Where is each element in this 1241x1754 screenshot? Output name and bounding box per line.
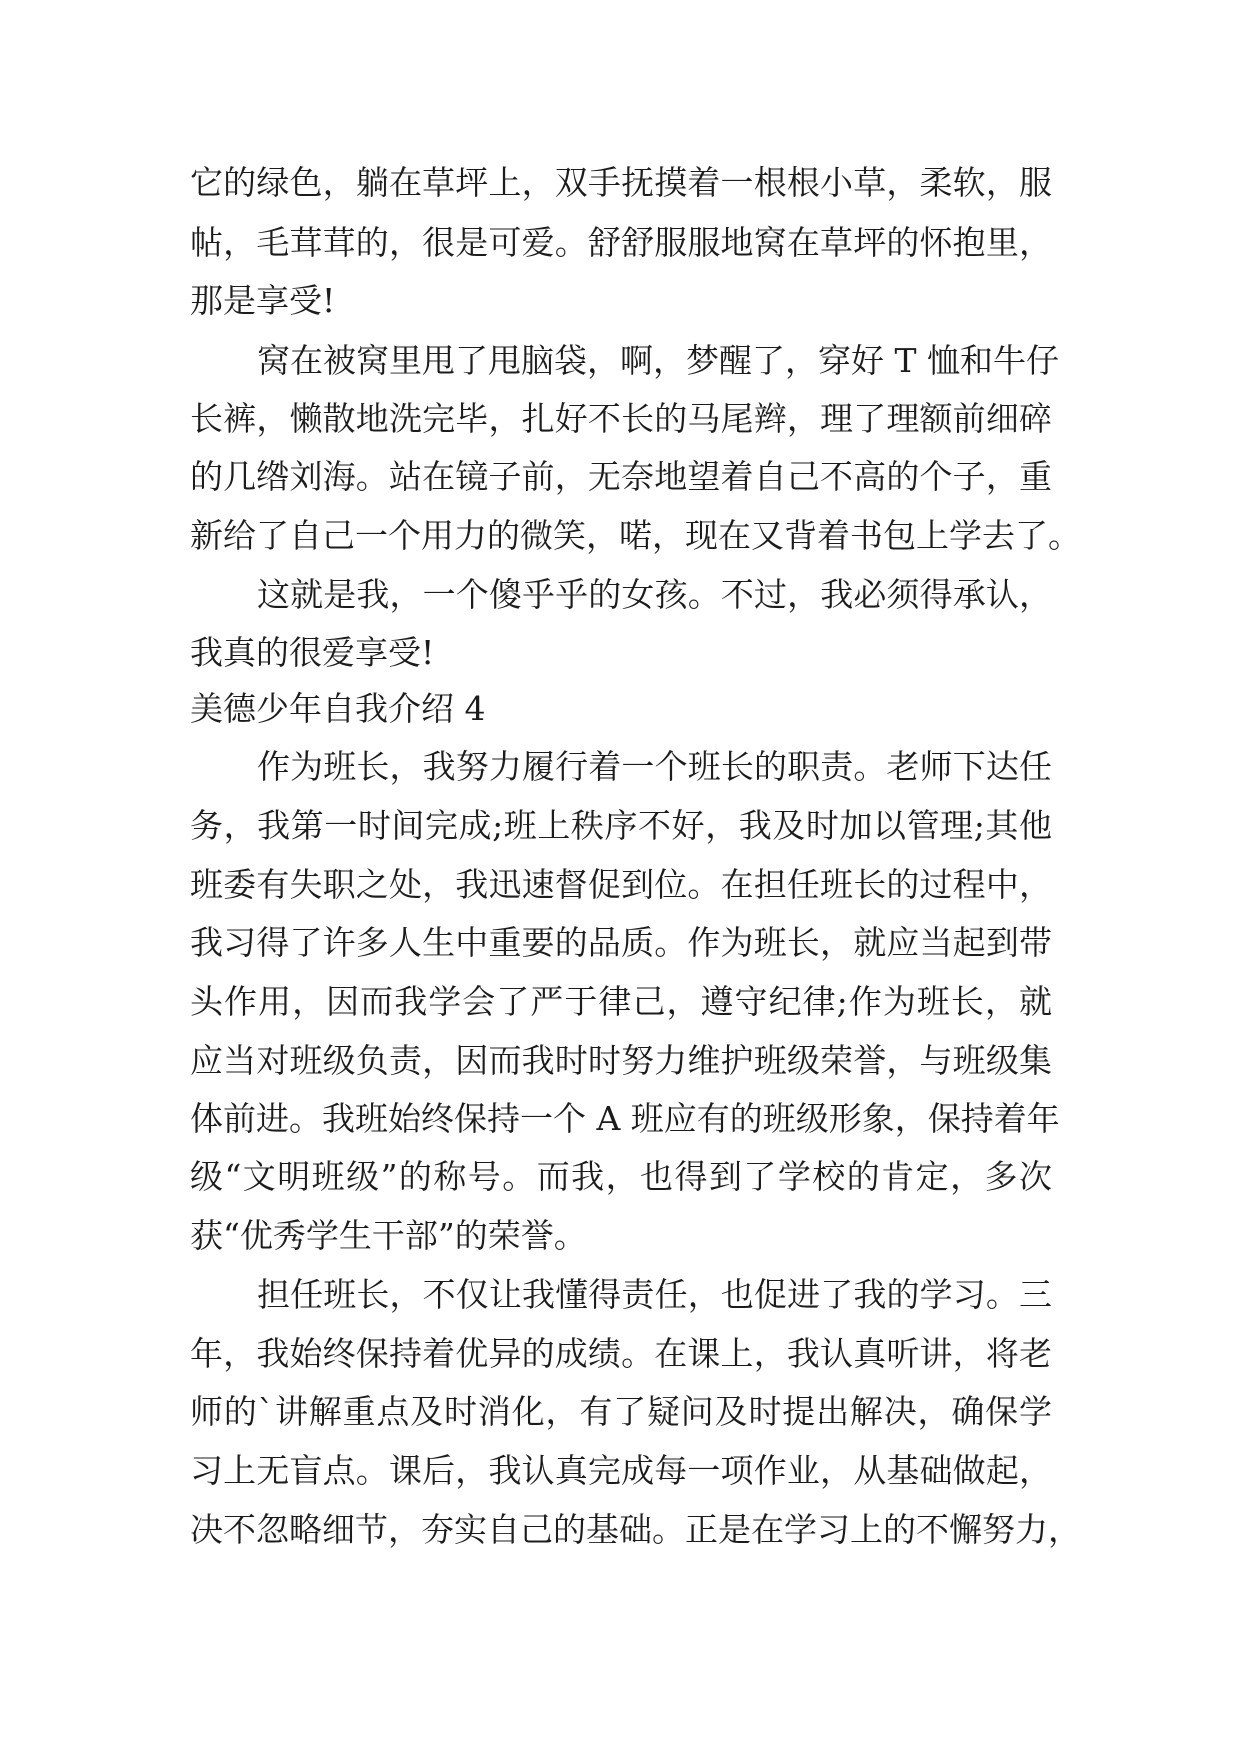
text-line: 作为班长，我努力履行着一个班长的职责。老师下达任	[257, 747, 1052, 786]
text-line: 级“文明班级”的称号。而我，也得到了学校的肯定，多次	[190, 1157, 1052, 1196]
text-line: 班委有失职之处，我迅速督促到位。在担任班长的过程中，	[190, 865, 1052, 904]
text-line: 我习得了许多人生中重要的品质。作为班长，就应当起到带	[190, 923, 1052, 962]
text-line: 的几绺刘海。站在镜子前，无奈地望着自己不高的个子，重	[190, 457, 1052, 496]
text-line: 应当对班级负责，因而我时时努力维护班级荣誉，与班级集	[190, 1041, 1052, 1080]
text-line: 这就是我，一个傻乎乎的女孩。不过，我必须得承认，	[257, 575, 1052, 614]
text-line: 务，我第一时间完成;班上秩序不好，我及时加以管理;其他	[190, 806, 1052, 845]
text-line: 新给了自己一个用力的微笑，喏，现在又背着书包上学去了。	[190, 516, 1081, 555]
text-line: 获“优秀学生干部”的荣誉。	[190, 1216, 587, 1255]
text-line: 帖，毛茸茸的，很是可爱。舒舒服服地窝在草坪的怀抱里，	[190, 223, 1052, 262]
text-line: 年，我始终保持着优异的成绩。在课上，我认真听讲，将老	[190, 1334, 1052, 1373]
text-line: 那是享受!	[190, 281, 336, 320]
text-line: 决不忽略细节，夯实自己的基础。正是在学习上的不懈努力，	[190, 1510, 1081, 1549]
text-line: 它的绿色，躺在草坪上，双手抚摸着一根根小草，柔软，服	[190, 163, 1052, 202]
text-line: 习上无盲点。课后，我认真完成每一项作业，从基础做起，	[190, 1451, 1052, 1490]
text-line: 长裤，懒散地洗完毕，扎好不长的马尾辫，理了理额前细碎	[190, 399, 1052, 438]
text-line: 我真的很爱享受!	[190, 633, 435, 672]
text-line: 窝在被窝里甩了甩脑袋，啊，梦醒了，穿好 T 恤和牛仔	[257, 341, 1059, 380]
text-line: 师的`讲解重点及时消化，有了疑问及时提出解决，确保学	[190, 1392, 1052, 1431]
section-heading: 美德少年自我介绍 4	[190, 689, 486, 728]
text-line: 担任班长，不仅让我懂得责任，也促进了我的学习。三	[257, 1275, 1052, 1314]
text-line: 头作用，因而我学会了严于律己，遵守纪律;作为班长，就	[190, 982, 1052, 1021]
text-line: 体前进。我班始终保持一个 A 班应有的班级形象，保持着年	[190, 1099, 1060, 1138]
